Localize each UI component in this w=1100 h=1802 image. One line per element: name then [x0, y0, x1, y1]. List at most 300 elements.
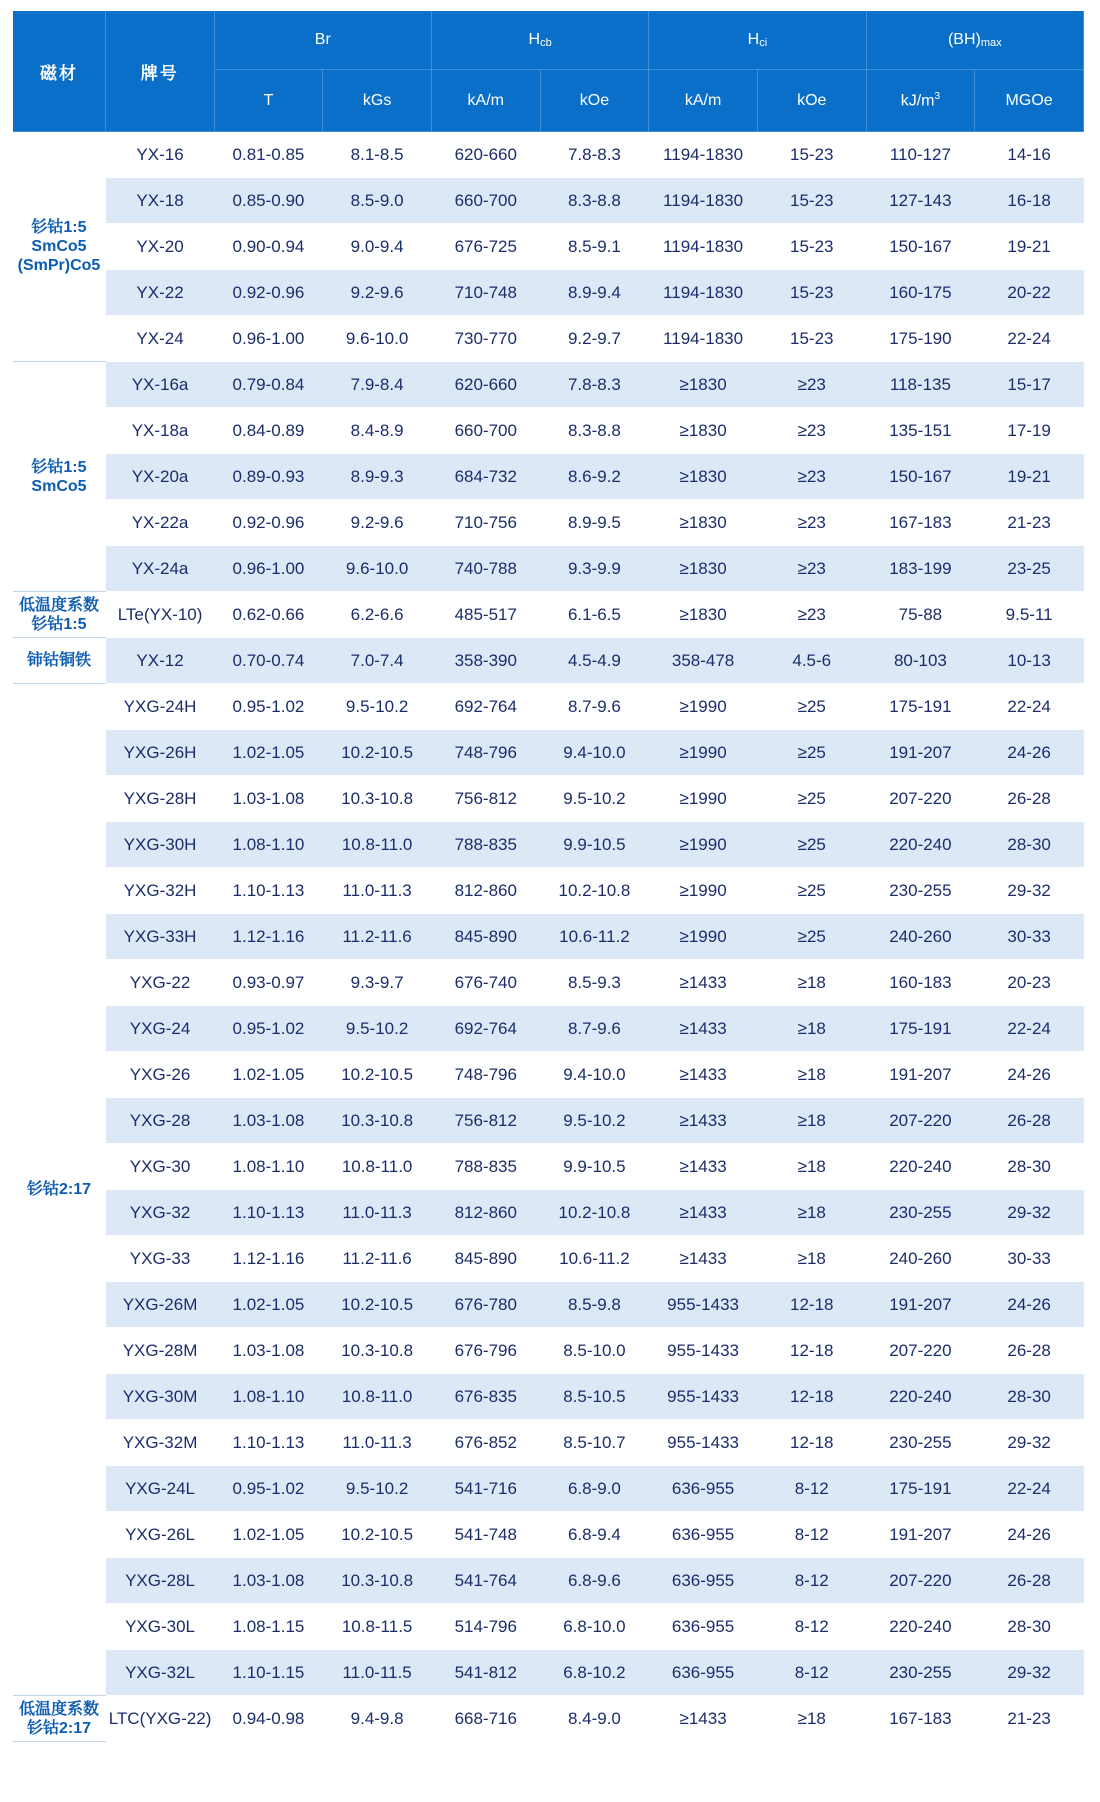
cell-br-t: 0.84-0.89: [214, 408, 323, 454]
table-row: [13, 1558, 1084, 1604]
material-group-line: SmCo5: [31, 238, 87, 255]
cell-br-kgs: 7.0-7.4: [323, 638, 432, 684]
cell-br-kgs: 6.2-6.6: [323, 592, 432, 638]
table-row: [13, 1098, 1084, 1144]
material-group-line: 低温度系数: [18, 1700, 99, 1718]
cell-hci-kam: 1194-1830: [649, 270, 758, 316]
cell-hci-kam: 955-1433: [649, 1328, 758, 1374]
cell-hci-koe: ≥18: [757, 1236, 866, 1282]
cell-grade: YXG-33: [105, 1236, 214, 1282]
cell-bh-kjm3: 207-220: [866, 1328, 975, 1374]
header-hci: [649, 11, 866, 70]
cell-hci-kam: ≥1433: [649, 1098, 758, 1144]
table-row: [13, 270, 1084, 316]
material-group-line: 钐钴1:5: [31, 219, 87, 236]
table-row: [13, 362, 1084, 408]
table-row: [13, 546, 1084, 592]
cell-hcb-koe: 8.6-9.2: [540, 454, 649, 500]
table-row: [13, 178, 1084, 224]
cell-hcb-kam: 692-764: [431, 684, 540, 730]
cell-hci-koe: ≥23: [757, 500, 866, 546]
cell-hci-kam: 636-955: [649, 1512, 758, 1558]
cell-bh-mgoe: 24-26: [975, 1282, 1084, 1328]
cell-br-kgs: 9.5-10.2: [323, 684, 432, 730]
cell-bh-mgoe: 24-26: [975, 730, 1084, 776]
table-row: [13, 224, 1084, 270]
table-row: [13, 1052, 1084, 1098]
cell-grade: YXG-22: [105, 960, 214, 1006]
cell-hcb-koe: 6.8-9.4: [540, 1512, 649, 1558]
unit-bh-kjm-label: kJ/m: [900, 92, 935, 110]
cell-br-kgs: 10.8-11.0: [323, 1374, 432, 1420]
cell-br-t: 1.03-1.08: [214, 776, 323, 822]
cell-hci-kam: 955-1433: [649, 1374, 758, 1420]
cell-bh-mgoe: 21-23: [975, 500, 1084, 546]
cell-br-kgs: 8.5-9.0: [323, 178, 432, 224]
cell-bh-kjm3: 230-255: [866, 1190, 975, 1236]
cell-hci-koe: ≥25: [757, 730, 866, 776]
cell-br-t: 0.96-1.00: [214, 316, 323, 362]
cell-hcb-kam: 788-835: [431, 822, 540, 868]
cell-br-t: 0.96-1.00: [214, 546, 323, 592]
cell-hcb-kam: 541-716: [431, 1466, 540, 1512]
cell-hci-koe: ≥25: [757, 822, 866, 868]
cell-hci-koe: 15-23: [757, 224, 866, 270]
magnet-spec-table-container: [13, 11, 1084, 1742]
cell-hci-koe: ≥18: [757, 960, 866, 1006]
cell-grade: YXG-24L: [105, 1466, 214, 1512]
cell-grade: YXG-24H: [105, 684, 214, 730]
cell-bh-mgoe: 28-30: [975, 822, 1084, 868]
cell-br-kgs: 10.3-10.8: [323, 1098, 432, 1144]
cell-bh-kjm3: 118-135: [866, 362, 975, 408]
unit-bh-mgoe: MGOe: [975, 70, 1084, 132]
table-row: [13, 1466, 1084, 1512]
header-hcb: [431, 11, 648, 70]
table-row: [13, 822, 1084, 868]
cell-hcb-koe: 10.6-11.2: [540, 1236, 649, 1282]
cell-grade: YXG-33H: [105, 914, 214, 960]
cell-hci-koe: ≥18: [757, 1006, 866, 1052]
cell-br-kgs: 9.3-9.7: [323, 960, 432, 1006]
cell-br-t: 0.85-0.90: [214, 178, 323, 224]
cell-hcb-kam: 676-725: [431, 224, 540, 270]
cell-hci-koe: 12-18: [757, 1282, 866, 1328]
cell-hcb-kam: 620-660: [431, 132, 540, 178]
cell-hcb-koe: 7.8-8.3: [540, 362, 649, 408]
cell-hci-koe: 15-23: [757, 178, 866, 224]
cell-hci-kam: 636-955: [649, 1558, 758, 1604]
cell-hcb-kam: 541-764: [431, 1558, 540, 1604]
cell-hci-kam: ≥1990: [649, 776, 758, 822]
cell-bh-mgoe: 24-26: [975, 1512, 1084, 1558]
cell-grade: YXG-30M: [105, 1374, 214, 1420]
cell-bh-mgoe: 19-21: [975, 454, 1084, 500]
cell-bh-kjm3: 191-207: [866, 1512, 975, 1558]
cell-br-kgs: 10.3-10.8: [323, 1328, 432, 1374]
header-hci-label: H: [747, 31, 760, 48]
cell-hci-kam: ≥1830: [649, 592, 758, 638]
cell-hci-koe: 8-12: [757, 1650, 866, 1696]
cell-hci-kam: ≥1433: [649, 1052, 758, 1098]
header-hcb-sub: cb: [540, 37, 552, 49]
cell-bh-mgoe: 26-28: [975, 1558, 1084, 1604]
table-row: [13, 316, 1084, 362]
cell-bh-mgoe: 28-30: [975, 1604, 1084, 1650]
cell-grade: YXG-32H: [105, 868, 214, 914]
cell-hci-kam: ≥1433: [649, 1144, 758, 1190]
cell-br-t: 1.03-1.08: [214, 1558, 323, 1604]
cell-hcb-kam: 748-796: [431, 730, 540, 776]
cell-br-kgs: 10.8-11.5: [323, 1604, 432, 1650]
cell-hci-koe: ≥25: [757, 914, 866, 960]
cell-br-kgs: 10.8-11.0: [323, 1144, 432, 1190]
cell-br-t: 0.70-0.74: [214, 638, 323, 684]
cell-br-t: 1.02-1.05: [214, 730, 323, 776]
cell-grade: YX-18: [105, 178, 214, 224]
cell-br-t: 0.94-0.98: [214, 1696, 323, 1742]
cell-hci-kam: ≥1990: [649, 868, 758, 914]
cell-bh-kjm3: 175-191: [866, 1466, 975, 1512]
cell-hcb-koe: 8.5-9.8: [540, 1282, 649, 1328]
cell-hci-kam: 636-955: [649, 1650, 758, 1696]
cell-bh-kjm3: 160-175: [866, 270, 975, 316]
cell-bh-kjm3: 207-220: [866, 776, 975, 822]
cell-br-kgs: 9.2-9.6: [323, 500, 432, 546]
cell-br-kgs: 10.2-10.5: [323, 1282, 432, 1328]
cell-bh-mgoe: 15-17: [975, 362, 1084, 408]
cell-grade: YXG-30: [105, 1144, 214, 1190]
cell-hci-kam: ≥1433: [649, 1190, 758, 1236]
cell-br-kgs: 10.3-10.8: [323, 776, 432, 822]
cell-bh-kjm3: 230-255: [866, 1420, 975, 1466]
table-row: [13, 132, 1084, 178]
material-group-line: 钐钴1:5: [31, 615, 87, 633]
cell-bh-mgoe: 20-23: [975, 960, 1084, 1006]
header-bhmax-sub: max: [980, 37, 1002, 49]
cell-br-kgs: 9.5-10.2: [323, 1466, 432, 1512]
cell-bh-kjm3: 220-240: [866, 822, 975, 868]
cell-hci-koe: 4.5-6: [757, 638, 866, 684]
cell-br-t: 1.02-1.05: [214, 1052, 323, 1098]
cell-hcb-koe: 9.3-9.9: [540, 546, 649, 592]
cell-br-kgs: 11.0-11.3: [323, 868, 432, 914]
cell-bh-mgoe: 26-28: [975, 1098, 1084, 1144]
cell-bh-mgoe: 16-18: [975, 178, 1084, 224]
cell-bh-kjm3: 230-255: [866, 1650, 975, 1696]
cell-hcb-koe: 9.5-10.2: [540, 1098, 649, 1144]
cell-hci-kam: 1194-1830: [649, 178, 758, 224]
cell-hci-koe: ≥25: [757, 684, 866, 730]
cell-hcb-koe: 8.4-9.0: [540, 1696, 649, 1742]
cell-hci-kam: 955-1433: [649, 1420, 758, 1466]
cell-bh-mgoe: 28-30: [975, 1144, 1084, 1190]
cell-hci-koe: 12-18: [757, 1420, 866, 1466]
cell-bh-kjm3: 175-191: [866, 1006, 975, 1052]
cell-hci-koe: ≥23: [757, 546, 866, 592]
cell-br-t: 1.10-1.15: [214, 1650, 323, 1696]
cell-bh-kjm3: 240-260: [866, 914, 975, 960]
cell-hcb-kam: 660-700: [431, 408, 540, 454]
cell-hcb-koe: 9.9-10.5: [540, 1144, 649, 1190]
cell-br-t: 1.08-1.10: [214, 1374, 323, 1420]
cell-bh-mgoe: 29-32: [975, 1650, 1084, 1696]
cell-br-kgs: 8.1-8.5: [323, 132, 432, 178]
unit-br-t: T: [214, 70, 323, 132]
table-row: [13, 960, 1084, 1006]
cell-hcb-koe: 9.2-9.7: [540, 316, 649, 362]
cell-hci-koe: ≥23: [757, 362, 866, 408]
cell-bh-kjm3: 220-240: [866, 1144, 975, 1190]
cell-br-kgs: 10.2-10.5: [323, 1052, 432, 1098]
cell-br-t: 1.02-1.05: [214, 1512, 323, 1558]
cell-hcb-kam: 541-812: [431, 1650, 540, 1696]
cell-hcb-kam: 756-812: [431, 1098, 540, 1144]
cell-hcb-kam: 684-732: [431, 454, 540, 500]
cell-br-t: 0.89-0.93: [214, 454, 323, 500]
cell-hcb-koe: 10.2-10.8: [540, 1190, 649, 1236]
cell-br-t: 1.10-1.13: [214, 1190, 323, 1236]
cell-hci-kam: ≥1433: [649, 1696, 758, 1742]
cell-br-kgs: 11.0-11.5: [323, 1650, 432, 1696]
cell-hci-kam: ≥1830: [649, 546, 758, 592]
cell-br-t: 0.95-1.02: [214, 684, 323, 730]
header-bhmax: [866, 11, 1083, 70]
cell-hci-koe: ≥23: [757, 592, 866, 638]
cell-bh-kjm3: 135-151: [866, 408, 975, 454]
cell-hci-kam: ≥1990: [649, 730, 758, 776]
cell-bh-mgoe: 30-33: [975, 1236, 1084, 1282]
cell-hcb-kam: 676-835: [431, 1374, 540, 1420]
material-group-label: [13, 132, 105, 362]
cell-hcb-koe: 9.4-10.0: [540, 1052, 649, 1098]
cell-bh-kjm3: 207-220: [866, 1558, 975, 1604]
table-row: [13, 1420, 1084, 1466]
cell-bh-kjm3: 127-143: [866, 178, 975, 224]
cell-hcb-koe: 6.1-6.5: [540, 592, 649, 638]
cell-br-t: 1.03-1.08: [214, 1328, 323, 1374]
cell-grade: YXG-24: [105, 1006, 214, 1052]
cell-br-t: 0.93-0.97: [214, 960, 323, 1006]
cell-hci-kam: 358-478: [649, 638, 758, 684]
cell-hcb-kam: 710-756: [431, 500, 540, 546]
cell-bh-kjm3: 220-240: [866, 1374, 975, 1420]
cell-bh-kjm3: 167-183: [866, 1696, 975, 1742]
header-grade: 牌号: [105, 11, 214, 132]
cell-br-t: 0.62-0.66: [214, 592, 323, 638]
cell-bh-mgoe: 22-24: [975, 1006, 1084, 1052]
cell-hci-kam: 955-1433: [649, 1282, 758, 1328]
cell-hci-koe: ≥25: [757, 776, 866, 822]
cell-hcb-kam: 485-517: [431, 592, 540, 638]
table-row: [13, 1006, 1084, 1052]
cell-bh-mgoe: 21-23: [975, 1696, 1084, 1742]
cell-hcb-kam: 514-796: [431, 1604, 540, 1650]
cell-hci-koe: ≥18: [757, 1052, 866, 1098]
header-material: 磁材: [13, 11, 105, 132]
cell-grade: YX-18a: [105, 408, 214, 454]
table-row: [13, 1512, 1084, 1558]
cell-hci-koe: ≥18: [757, 1144, 866, 1190]
cell-br-kgs: 10.2-10.5: [323, 1512, 432, 1558]
table-row: [13, 592, 1084, 638]
cell-hci-koe: ≥23: [757, 454, 866, 500]
cell-grade: YXG-28L: [105, 1558, 214, 1604]
header-hci-sub: ci: [759, 37, 768, 49]
cell-hcb-koe: 8.3-8.8: [540, 178, 649, 224]
cell-hcb-kam: 812-860: [431, 868, 540, 914]
cell-hci-koe: 12-18: [757, 1328, 866, 1374]
material-group-line: 低温度系数: [18, 596, 99, 614]
cell-hcb-koe: 9.9-10.5: [540, 822, 649, 868]
cell-hci-kam: ≥1830: [649, 362, 758, 408]
table-body: [13, 132, 1084, 1742]
cell-hci-kam: 1194-1830: [649, 316, 758, 362]
header-hcb-label: H: [528, 31, 541, 48]
cell-hci-kam: 1194-1830: [649, 224, 758, 270]
cell-grade: YXG-30H: [105, 822, 214, 868]
cell-grade: YX-22: [105, 270, 214, 316]
cell-hcb-koe: 8.9-9.5: [540, 500, 649, 546]
cell-grade: YXG-30L: [105, 1604, 214, 1650]
cell-bh-kjm3: 150-167: [866, 454, 975, 500]
cell-bh-kjm3: 175-190: [866, 316, 975, 362]
cell-grade: YXG-26H: [105, 730, 214, 776]
cell-grade: YX-24a: [105, 546, 214, 592]
cell-br-kgs: 7.9-8.4: [323, 362, 432, 408]
cell-hcb-kam: 788-835: [431, 1144, 540, 1190]
cell-hci-kam: ≥1830: [649, 408, 758, 454]
material-group-line: 钐钴2:17: [26, 1181, 91, 1198]
cell-hci-kam: 1194-1830: [649, 132, 758, 178]
cell-hcb-kam: 710-748: [431, 270, 540, 316]
cell-hcb-kam: 692-764: [431, 1006, 540, 1052]
table-row: [13, 868, 1084, 914]
cell-hci-kam: 636-955: [649, 1466, 758, 1512]
cell-hcb-koe: 8.5-9.3: [540, 960, 649, 1006]
cell-bh-mgoe: 10-13: [975, 638, 1084, 684]
cell-hci-kam: ≥1830: [649, 454, 758, 500]
cell-br-t: 1.03-1.08: [214, 1098, 323, 1144]
cell-hcb-kam: 748-796: [431, 1052, 540, 1098]
cell-hcb-koe: 8.5-10.0: [540, 1328, 649, 1374]
table-row: [13, 638, 1084, 684]
cell-bh-kjm3: 183-199: [866, 546, 975, 592]
cell-hcb-kam: 668-716: [431, 1696, 540, 1742]
cell-bh-mgoe: 29-32: [975, 1190, 1084, 1236]
cell-bh-mgoe: 29-32: [975, 1420, 1084, 1466]
magnet-spec-table: [13, 11, 1084, 1742]
table-row: [13, 1374, 1084, 1420]
cell-hci-kam: ≥1433: [649, 1006, 758, 1052]
material-group-line: SmCo5: [31, 477, 87, 495]
cell-bh-kjm3: 220-240: [866, 1604, 975, 1650]
cell-br-t: 1.12-1.16: [214, 914, 323, 960]
cell-bh-mgoe: 22-24: [975, 1466, 1084, 1512]
cell-grade: YX-20: [105, 224, 214, 270]
cell-bh-mgoe: 22-24: [975, 316, 1084, 362]
table-row: [13, 1144, 1084, 1190]
table-row: [13, 500, 1084, 546]
cell-hcb-koe: 8.5-9.1: [540, 224, 649, 270]
cell-grade: YXG-32L: [105, 1650, 214, 1696]
cell-hcb-kam: 756-812: [431, 776, 540, 822]
cell-bh-kjm3: 191-207: [866, 730, 975, 776]
material-group-line: 钐钴1:5: [31, 458, 87, 476]
cell-br-t: 0.95-1.02: [214, 1466, 323, 1512]
cell-bh-kjm3: 207-220: [866, 1098, 975, 1144]
cell-grade: YXG-26L: [105, 1512, 214, 1558]
cell-hcb-kam: 676-852: [431, 1420, 540, 1466]
cell-hci-koe: 12-18: [757, 1374, 866, 1420]
cell-grade: YX-16a: [105, 362, 214, 408]
cell-hcb-koe: 8.3-8.8: [540, 408, 649, 454]
cell-grade: LTe(YX-10): [105, 592, 214, 638]
table-row: [13, 1650, 1084, 1696]
cell-grade: YX-16: [105, 132, 214, 178]
cell-hci-kam: ≥1990: [649, 822, 758, 868]
header-br-label: Br: [314, 31, 331, 48]
cell-br-t: 1.12-1.16: [214, 1236, 323, 1282]
material-group-label: [13, 684, 105, 1696]
cell-grade: LTC(YXG-22): [105, 1696, 214, 1742]
cell-br-kgs: 8.9-9.3: [323, 454, 432, 500]
cell-bh-mgoe: 20-22: [975, 270, 1084, 316]
cell-hcb-koe: 8.7-9.6: [540, 1006, 649, 1052]
unit-bh-kjm3: [866, 70, 975, 132]
table-row: [13, 1236, 1084, 1282]
header-bhmax-label: (BH): [947, 31, 981, 48]
cell-grade: YXG-32M: [105, 1420, 214, 1466]
cell-bh-mgoe: 22-24: [975, 684, 1084, 730]
cell-bh-mgoe: 19-21: [975, 224, 1084, 270]
cell-bh-kjm3: 230-255: [866, 868, 975, 914]
unit-bh-exponent: 3: [934, 90, 941, 102]
cell-bh-mgoe: 23-25: [975, 546, 1084, 592]
unit-br-kgs: kGs: [323, 70, 432, 132]
material-group-label: [13, 592, 105, 638]
cell-br-kgs: 9.5-10.2: [323, 1006, 432, 1052]
cell-hci-koe: 8-12: [757, 1466, 866, 1512]
cell-hcb-koe: 10.2-10.8: [540, 868, 649, 914]
cell-hcb-kam: 676-796: [431, 1328, 540, 1374]
table-row: [13, 408, 1084, 454]
cell-bh-kjm3: 75-88: [866, 592, 975, 638]
material-group-line: (SmPr)Co5: [17, 257, 101, 274]
cell-bh-mgoe: 14-16: [975, 132, 1084, 178]
cell-br-t: 0.95-1.02: [214, 1006, 323, 1052]
cell-hcb-koe: 9.5-10.2: [540, 776, 649, 822]
cell-hcb-kam: 620-660: [431, 362, 540, 408]
table-row: [13, 454, 1084, 500]
unit-hci-kam: kA/m: [649, 70, 758, 132]
cell-hci-koe: 15-23: [757, 270, 866, 316]
cell-grade: YXG-28: [105, 1098, 214, 1144]
table-row: [13, 1696, 1084, 1742]
cell-hci-koe: ≥18: [757, 1696, 866, 1742]
cell-grade: YXG-28M: [105, 1328, 214, 1374]
cell-hcb-kam: 676-780: [431, 1282, 540, 1328]
cell-bh-kjm3: 191-207: [866, 1282, 975, 1328]
cell-hci-kam: ≥1433: [649, 1236, 758, 1282]
cell-bh-mgoe: 17-19: [975, 408, 1084, 454]
cell-bh-kjm3: 160-183: [866, 960, 975, 1006]
cell-hcb-kam: 730-770: [431, 316, 540, 362]
cell-grade: YX-22a: [105, 500, 214, 546]
cell-br-kgs: 9.2-9.6: [323, 270, 432, 316]
cell-bh-mgoe: 30-33: [975, 914, 1084, 960]
cell-bh-mgoe: 9.5-11: [975, 592, 1084, 638]
